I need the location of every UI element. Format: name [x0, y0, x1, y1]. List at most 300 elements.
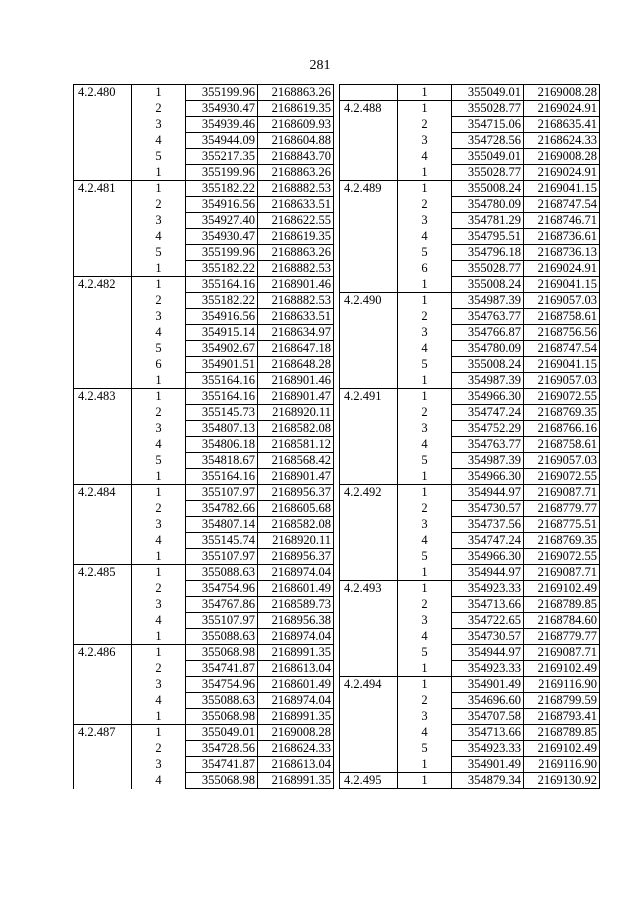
- plot-id-cell: [74, 293, 132, 309]
- y-coordinate-cell: 2168882.53: [258, 261, 334, 277]
- point-number-cell: 3: [132, 597, 186, 613]
- x-coordinate-cell: 354879.34: [452, 773, 524, 789]
- point-number-cell: 3: [132, 309, 186, 325]
- plot-id-cell: [340, 421, 398, 437]
- point-number-cell: 3: [132, 117, 186, 133]
- table-row: [74, 501, 334, 517]
- table-row: [340, 517, 600, 533]
- point-number-cell: 5: [132, 341, 186, 357]
- y-coordinate-cell: 2169024.91: [524, 261, 600, 277]
- table-row: [340, 645, 600, 661]
- x-coordinate-cell: 354780.09: [452, 341, 524, 357]
- table-row: [74, 421, 334, 437]
- plot-id-cell: [340, 213, 398, 229]
- plot-id-cell: 4.2.484: [74, 485, 132, 501]
- x-coordinate-cell: 354763.77: [452, 437, 524, 453]
- point-number-cell: 2: [132, 405, 186, 421]
- table-row: [74, 757, 334, 773]
- y-coordinate-cell: 2168582.08: [258, 421, 334, 437]
- table-row: [340, 261, 600, 277]
- y-coordinate-cell: 2168624.33: [524, 133, 600, 149]
- x-coordinate-cell: 354987.39: [452, 453, 524, 469]
- point-number-cell: 5: [398, 549, 452, 565]
- point-number-cell: 4: [398, 437, 452, 453]
- x-coordinate-cell: 354781.29: [452, 213, 524, 229]
- plot-id-cell: [340, 757, 398, 773]
- y-coordinate-cell: 2169072.55: [524, 389, 600, 405]
- point-number-cell: 5: [398, 245, 452, 261]
- x-coordinate-cell: 354763.77: [452, 309, 524, 325]
- y-coordinate-cell: 2168613.04: [258, 757, 334, 773]
- table-row: [340, 421, 600, 437]
- point-number-cell: 2: [398, 693, 452, 709]
- plot-id-cell: [74, 549, 132, 565]
- y-coordinate-cell: 2168775.51: [524, 517, 600, 533]
- x-coordinate-cell: 354944.97: [452, 485, 524, 501]
- x-coordinate-cell: 355049.01: [186, 725, 258, 741]
- y-coordinate-cell: 2168789.85: [524, 597, 600, 613]
- point-number-cell: 3: [132, 421, 186, 437]
- y-coordinate-cell: 2169024.91: [524, 101, 600, 117]
- plot-id-cell: 4.2.481: [74, 181, 132, 197]
- plot-id-cell: [74, 149, 132, 165]
- plot-id-cell: [74, 229, 132, 245]
- y-coordinate-cell: 2168769.35: [524, 405, 600, 421]
- plot-id-cell: [74, 741, 132, 757]
- table-row: [74, 453, 334, 469]
- table-row: [74, 229, 334, 245]
- x-coordinate-cell: 354747.24: [452, 405, 524, 421]
- plot-id-cell: [340, 117, 398, 133]
- table-row: [340, 629, 600, 645]
- table-row: [74, 325, 334, 341]
- point-number-cell: 1: [398, 101, 452, 117]
- point-number-cell: 3: [132, 757, 186, 773]
- plot-id-cell: 4.2.482: [74, 277, 132, 293]
- plot-id-cell: [340, 133, 398, 149]
- table-row: [340, 101, 600, 117]
- plot-id-cell: [74, 341, 132, 357]
- y-coordinate-cell: 2168784.60: [524, 613, 600, 629]
- y-coordinate-cell: 2168920.11: [258, 533, 334, 549]
- x-coordinate-cell: 354795.51: [452, 229, 524, 245]
- y-coordinate-cell: 2168633.51: [258, 197, 334, 213]
- x-coordinate-cell: 355199.96: [186, 245, 258, 261]
- y-coordinate-cell: 2168974.04: [258, 565, 334, 581]
- point-number-cell: 3: [398, 709, 452, 725]
- point-number-cell: 3: [398, 325, 452, 341]
- x-coordinate-cell: 355068.98: [186, 709, 258, 725]
- x-coordinate-cell: 355008.24: [452, 277, 524, 293]
- table-row: [340, 117, 600, 133]
- table-row: [74, 133, 334, 149]
- x-coordinate-cell: 354730.57: [452, 629, 524, 645]
- y-coordinate-cell: 2169116.90: [524, 677, 600, 693]
- point-number-cell: 5: [398, 357, 452, 373]
- table-row: [340, 165, 600, 181]
- plot-id-cell: [74, 117, 132, 133]
- plot-id-cell: [340, 229, 398, 245]
- table-row: [74, 117, 334, 133]
- plot-id-cell: [340, 469, 398, 485]
- y-coordinate-cell: 2168882.53: [258, 293, 334, 309]
- y-coordinate-cell: 2168901.46: [258, 373, 334, 389]
- point-number-cell: 4: [132, 229, 186, 245]
- y-coordinate-cell: 2168746.71: [524, 213, 600, 229]
- table-row: [340, 693, 600, 709]
- coordinates-table-left-body: [74, 85, 334, 789]
- x-coordinate-cell: 354713.66: [452, 597, 524, 613]
- x-coordinate-cell: 354780.09: [452, 197, 524, 213]
- table-row: [74, 101, 334, 117]
- x-coordinate-cell: 354944.97: [452, 565, 524, 581]
- plot-id-cell: [74, 677, 132, 693]
- x-coordinate-cell: 354930.47: [186, 101, 258, 117]
- table-row: [74, 373, 334, 389]
- plot-id-cell: [74, 709, 132, 725]
- y-coordinate-cell: 2168779.77: [524, 501, 600, 517]
- plot-id-cell: [340, 197, 398, 213]
- table-row: [340, 229, 600, 245]
- table-row: [74, 565, 334, 581]
- y-coordinate-cell: 2169057.03: [524, 453, 600, 469]
- table-row: [74, 309, 334, 325]
- point-number-cell: 5: [132, 149, 186, 165]
- plot-id-cell: [74, 501, 132, 517]
- y-coordinate-cell: 2169008.28: [524, 85, 600, 101]
- x-coordinate-cell: 355182.22: [186, 181, 258, 197]
- y-coordinate-cell: 2168633.51: [258, 309, 334, 325]
- x-coordinate-cell: 354923.33: [452, 661, 524, 677]
- x-coordinate-cell: 355068.98: [186, 773, 258, 789]
- table-row: [340, 197, 600, 213]
- point-number-cell: 4: [132, 437, 186, 453]
- y-coordinate-cell: 2168901.47: [258, 389, 334, 405]
- plot-id-cell: 4.2.491: [340, 389, 398, 405]
- point-number-cell: 1: [132, 389, 186, 405]
- plot-id-cell: [340, 565, 398, 581]
- x-coordinate-cell: 355182.22: [186, 261, 258, 277]
- x-coordinate-cell: 355049.01: [452, 149, 524, 165]
- y-coordinate-cell: 2169102.49: [524, 581, 600, 597]
- page-number: 281: [309, 58, 331, 73]
- x-coordinate-cell: 355028.77: [452, 165, 524, 181]
- table-row: [340, 677, 600, 693]
- x-coordinate-cell: 354901.49: [452, 677, 524, 693]
- plot-id-cell: [74, 373, 132, 389]
- plot-id-cell: 4.2.490: [340, 293, 398, 309]
- table-row: [74, 725, 334, 741]
- table-row: [74, 517, 334, 533]
- table-row: [340, 501, 600, 517]
- point-number-cell: 3: [398, 517, 452, 533]
- table-row: [74, 85, 334, 101]
- point-number-cell: 2: [398, 405, 452, 421]
- point-number-cell: 4: [398, 341, 452, 357]
- table-row: [74, 405, 334, 421]
- plot-id-cell: [74, 581, 132, 597]
- plot-id-cell: [340, 661, 398, 677]
- x-coordinate-cell: 354752.29: [452, 421, 524, 437]
- x-coordinate-cell: 354927.40: [186, 213, 258, 229]
- x-coordinate-cell: 354767.86: [186, 597, 258, 613]
- plot-id-cell: [340, 517, 398, 533]
- x-coordinate-cell: 354902.67: [186, 341, 258, 357]
- y-coordinate-cell: 2168901.47: [258, 469, 334, 485]
- table-row: [340, 133, 600, 149]
- coordinates-table-right-body: [340, 85, 600, 789]
- point-number-cell: 5: [132, 453, 186, 469]
- x-coordinate-cell: 355145.73: [186, 405, 258, 421]
- plot-id-cell: [74, 437, 132, 453]
- point-number-cell: 1: [398, 85, 452, 101]
- x-coordinate-cell: 354730.57: [452, 501, 524, 517]
- table-row: [74, 581, 334, 597]
- x-coordinate-cell: 354713.66: [452, 725, 524, 741]
- point-number-cell: 1: [132, 725, 186, 741]
- table-row: [340, 293, 600, 309]
- x-coordinate-cell: 355049.01: [452, 85, 524, 101]
- table-row: [340, 373, 600, 389]
- point-number-cell: 6: [132, 357, 186, 373]
- plot-id-cell: [340, 741, 398, 757]
- table-row: [340, 485, 600, 501]
- table-row: [74, 661, 334, 677]
- y-coordinate-cell: 2169057.03: [524, 373, 600, 389]
- x-coordinate-cell: 354923.33: [452, 581, 524, 597]
- x-coordinate-cell: 354987.39: [452, 293, 524, 309]
- point-number-cell: 1: [132, 709, 186, 725]
- y-coordinate-cell: 2168793.41: [524, 709, 600, 725]
- x-coordinate-cell: 355107.97: [186, 549, 258, 565]
- point-number-cell: 1: [398, 389, 452, 405]
- plot-id-cell: [340, 85, 398, 101]
- point-number-cell: 1: [398, 773, 452, 789]
- table-row: [340, 149, 600, 165]
- point-number-cell: 5: [398, 741, 452, 757]
- plot-id-cell: [74, 165, 132, 181]
- point-number-cell: 1: [398, 565, 452, 581]
- plot-id-cell: 4.2.495: [340, 773, 398, 789]
- table-row: [340, 709, 600, 725]
- y-coordinate-cell: 2169116.90: [524, 757, 600, 773]
- y-coordinate-cell: 2168863.26: [258, 165, 334, 181]
- plot-id-cell: [340, 405, 398, 421]
- y-coordinate-cell: 2168758.61: [524, 309, 600, 325]
- y-coordinate-cell: 2168779.77: [524, 629, 600, 645]
- y-coordinate-cell: 2168747.54: [524, 341, 600, 357]
- plot-id-cell: [340, 261, 398, 277]
- y-coordinate-cell: 2168863.26: [258, 85, 334, 101]
- point-number-cell: 1: [398, 373, 452, 389]
- plot-id-cell: [340, 645, 398, 661]
- plot-id-cell: [74, 773, 132, 789]
- plot-id-cell: [74, 421, 132, 437]
- table-row: [340, 773, 600, 789]
- point-number-cell: 4: [132, 773, 186, 789]
- plot-id-cell: [74, 101, 132, 117]
- x-coordinate-cell: 355088.63: [186, 629, 258, 645]
- y-coordinate-cell: 2169102.49: [524, 661, 600, 677]
- y-coordinate-cell: 2168634.97: [258, 325, 334, 341]
- point-number-cell: 1: [132, 469, 186, 485]
- table-row: [74, 613, 334, 629]
- table-row: [340, 213, 600, 229]
- table-row: [340, 437, 600, 453]
- x-coordinate-cell: 355199.96: [186, 165, 258, 181]
- plot-id-cell: [74, 213, 132, 229]
- x-coordinate-cell: 354939.46: [186, 117, 258, 133]
- point-number-cell: 2: [398, 501, 452, 517]
- point-number-cell: 1: [132, 85, 186, 101]
- table-row: [340, 309, 600, 325]
- plot-id-cell: [340, 725, 398, 741]
- y-coordinate-cell: 2168956.37: [258, 485, 334, 501]
- plot-id-cell: [74, 453, 132, 469]
- plot-id-cell: 4.2.488: [340, 101, 398, 117]
- y-coordinate-cell: 2168648.28: [258, 357, 334, 373]
- point-number-cell: 4: [132, 133, 186, 149]
- point-number-cell: 5: [132, 245, 186, 261]
- y-coordinate-cell: 2169057.03: [524, 293, 600, 309]
- table-row: [74, 245, 334, 261]
- plot-id-cell: 4.2.483: [74, 389, 132, 405]
- x-coordinate-cell: 355164.16: [186, 277, 258, 293]
- point-number-cell: 1: [132, 181, 186, 197]
- coordinates-table-right: [339, 84, 600, 789]
- x-coordinate-cell: 354807.14: [186, 517, 258, 533]
- plot-id-cell: [74, 517, 132, 533]
- plot-id-cell: [340, 341, 398, 357]
- plot-id-cell: [340, 709, 398, 725]
- y-coordinate-cell: 2169024.91: [524, 165, 600, 181]
- point-number-cell: 2: [398, 309, 452, 325]
- table-row: [74, 469, 334, 485]
- x-coordinate-cell: 355164.16: [186, 389, 258, 405]
- table-row: [74, 389, 334, 405]
- point-number-cell: 1: [398, 485, 452, 501]
- plot-id-cell: [340, 277, 398, 293]
- y-coordinate-cell: 2168756.56: [524, 325, 600, 341]
- table-row: [74, 293, 334, 309]
- x-coordinate-cell: 354747.24: [452, 533, 524, 549]
- y-coordinate-cell: 2168736.13: [524, 245, 600, 261]
- plot-id-cell: [340, 357, 398, 373]
- x-coordinate-cell: 354737.56: [452, 517, 524, 533]
- coordinates-table-left: [73, 84, 334, 789]
- table-row: [340, 613, 600, 629]
- plot-id-cell: [340, 325, 398, 341]
- table-row: [74, 261, 334, 277]
- plot-id-cell: [74, 261, 132, 277]
- point-number-cell: 1: [398, 165, 452, 181]
- y-coordinate-cell: 2169130.92: [524, 773, 600, 789]
- table-row: [340, 405, 600, 421]
- table-row: [340, 741, 600, 757]
- x-coordinate-cell: 355107.97: [186, 485, 258, 501]
- x-coordinate-cell: 354707.58: [452, 709, 524, 725]
- plot-id-cell: [74, 197, 132, 213]
- point-number-cell: 3: [398, 421, 452, 437]
- y-coordinate-cell: 2168635.41: [524, 117, 600, 133]
- point-number-cell: 4: [398, 149, 452, 165]
- y-coordinate-cell: 2168901.46: [258, 277, 334, 293]
- plot-id-cell: [74, 597, 132, 613]
- table-row: [340, 181, 600, 197]
- point-number-cell: 1: [398, 181, 452, 197]
- y-coordinate-cell: 2168605.68: [258, 501, 334, 517]
- x-coordinate-cell: 354766.87: [452, 325, 524, 341]
- y-coordinate-cell: 2168863.26: [258, 245, 334, 261]
- point-number-cell: 1: [398, 757, 452, 773]
- table-row: [340, 469, 600, 485]
- plot-id-cell: [74, 325, 132, 341]
- x-coordinate-cell: 355199.96: [186, 85, 258, 101]
- y-coordinate-cell: 2168736.61: [524, 229, 600, 245]
- y-coordinate-cell: 2169087.71: [524, 645, 600, 661]
- x-coordinate-cell: 355028.77: [452, 101, 524, 117]
- x-coordinate-cell: 355008.24: [452, 181, 524, 197]
- x-coordinate-cell: 354966.30: [452, 389, 524, 405]
- table-row: [340, 245, 600, 261]
- plot-id-cell: [340, 597, 398, 613]
- y-coordinate-cell: 2169041.15: [524, 277, 600, 293]
- point-number-cell: 2: [132, 741, 186, 757]
- point-number-cell: 1: [398, 277, 452, 293]
- point-number-cell: 1: [398, 293, 452, 309]
- x-coordinate-cell: 355145.74: [186, 533, 258, 549]
- point-number-cell: 2: [132, 501, 186, 517]
- point-number-cell: 4: [132, 325, 186, 341]
- x-coordinate-cell: 354916.56: [186, 309, 258, 325]
- y-coordinate-cell: 2168601.49: [258, 677, 334, 693]
- x-coordinate-cell: 355107.97: [186, 613, 258, 629]
- plot-id-cell: [340, 533, 398, 549]
- y-coordinate-cell: 2168920.11: [258, 405, 334, 421]
- x-coordinate-cell: 354754.96: [186, 677, 258, 693]
- y-coordinate-cell: 2168758.61: [524, 437, 600, 453]
- point-number-cell: 4: [398, 725, 452, 741]
- x-coordinate-cell: 354923.33: [452, 741, 524, 757]
- y-coordinate-cell: 2168619.35: [258, 101, 334, 117]
- plot-id-cell: [74, 757, 132, 773]
- plot-id-cell: [340, 613, 398, 629]
- plot-id-cell: 4.2.487: [74, 725, 132, 741]
- plot-id-cell: [74, 357, 132, 373]
- y-coordinate-cell: 2168601.49: [258, 581, 334, 597]
- y-coordinate-cell: 2168568.42: [258, 453, 334, 469]
- x-coordinate-cell: 354944.97: [452, 645, 524, 661]
- table-row: [340, 341, 600, 357]
- x-coordinate-cell: 355008.24: [452, 357, 524, 373]
- plot-id-cell: [340, 693, 398, 709]
- point-number-cell: 2: [132, 661, 186, 677]
- y-coordinate-cell: 2168991.35: [258, 773, 334, 789]
- x-coordinate-cell: 354741.87: [186, 661, 258, 677]
- point-number-cell: 1: [132, 645, 186, 661]
- plot-id-cell: 4.2.486: [74, 645, 132, 661]
- x-coordinate-cell: 355164.16: [186, 373, 258, 389]
- y-coordinate-cell: 2169008.28: [258, 725, 334, 741]
- y-coordinate-cell: 2168581.12: [258, 437, 334, 453]
- y-coordinate-cell: 2169087.71: [524, 485, 600, 501]
- table-row: [340, 565, 600, 581]
- y-coordinate-cell: 2168766.16: [524, 421, 600, 437]
- table-row: [74, 549, 334, 565]
- plot-id-cell: 4.2.489: [340, 181, 398, 197]
- plot-id-cell: [74, 309, 132, 325]
- point-number-cell: 2: [132, 581, 186, 597]
